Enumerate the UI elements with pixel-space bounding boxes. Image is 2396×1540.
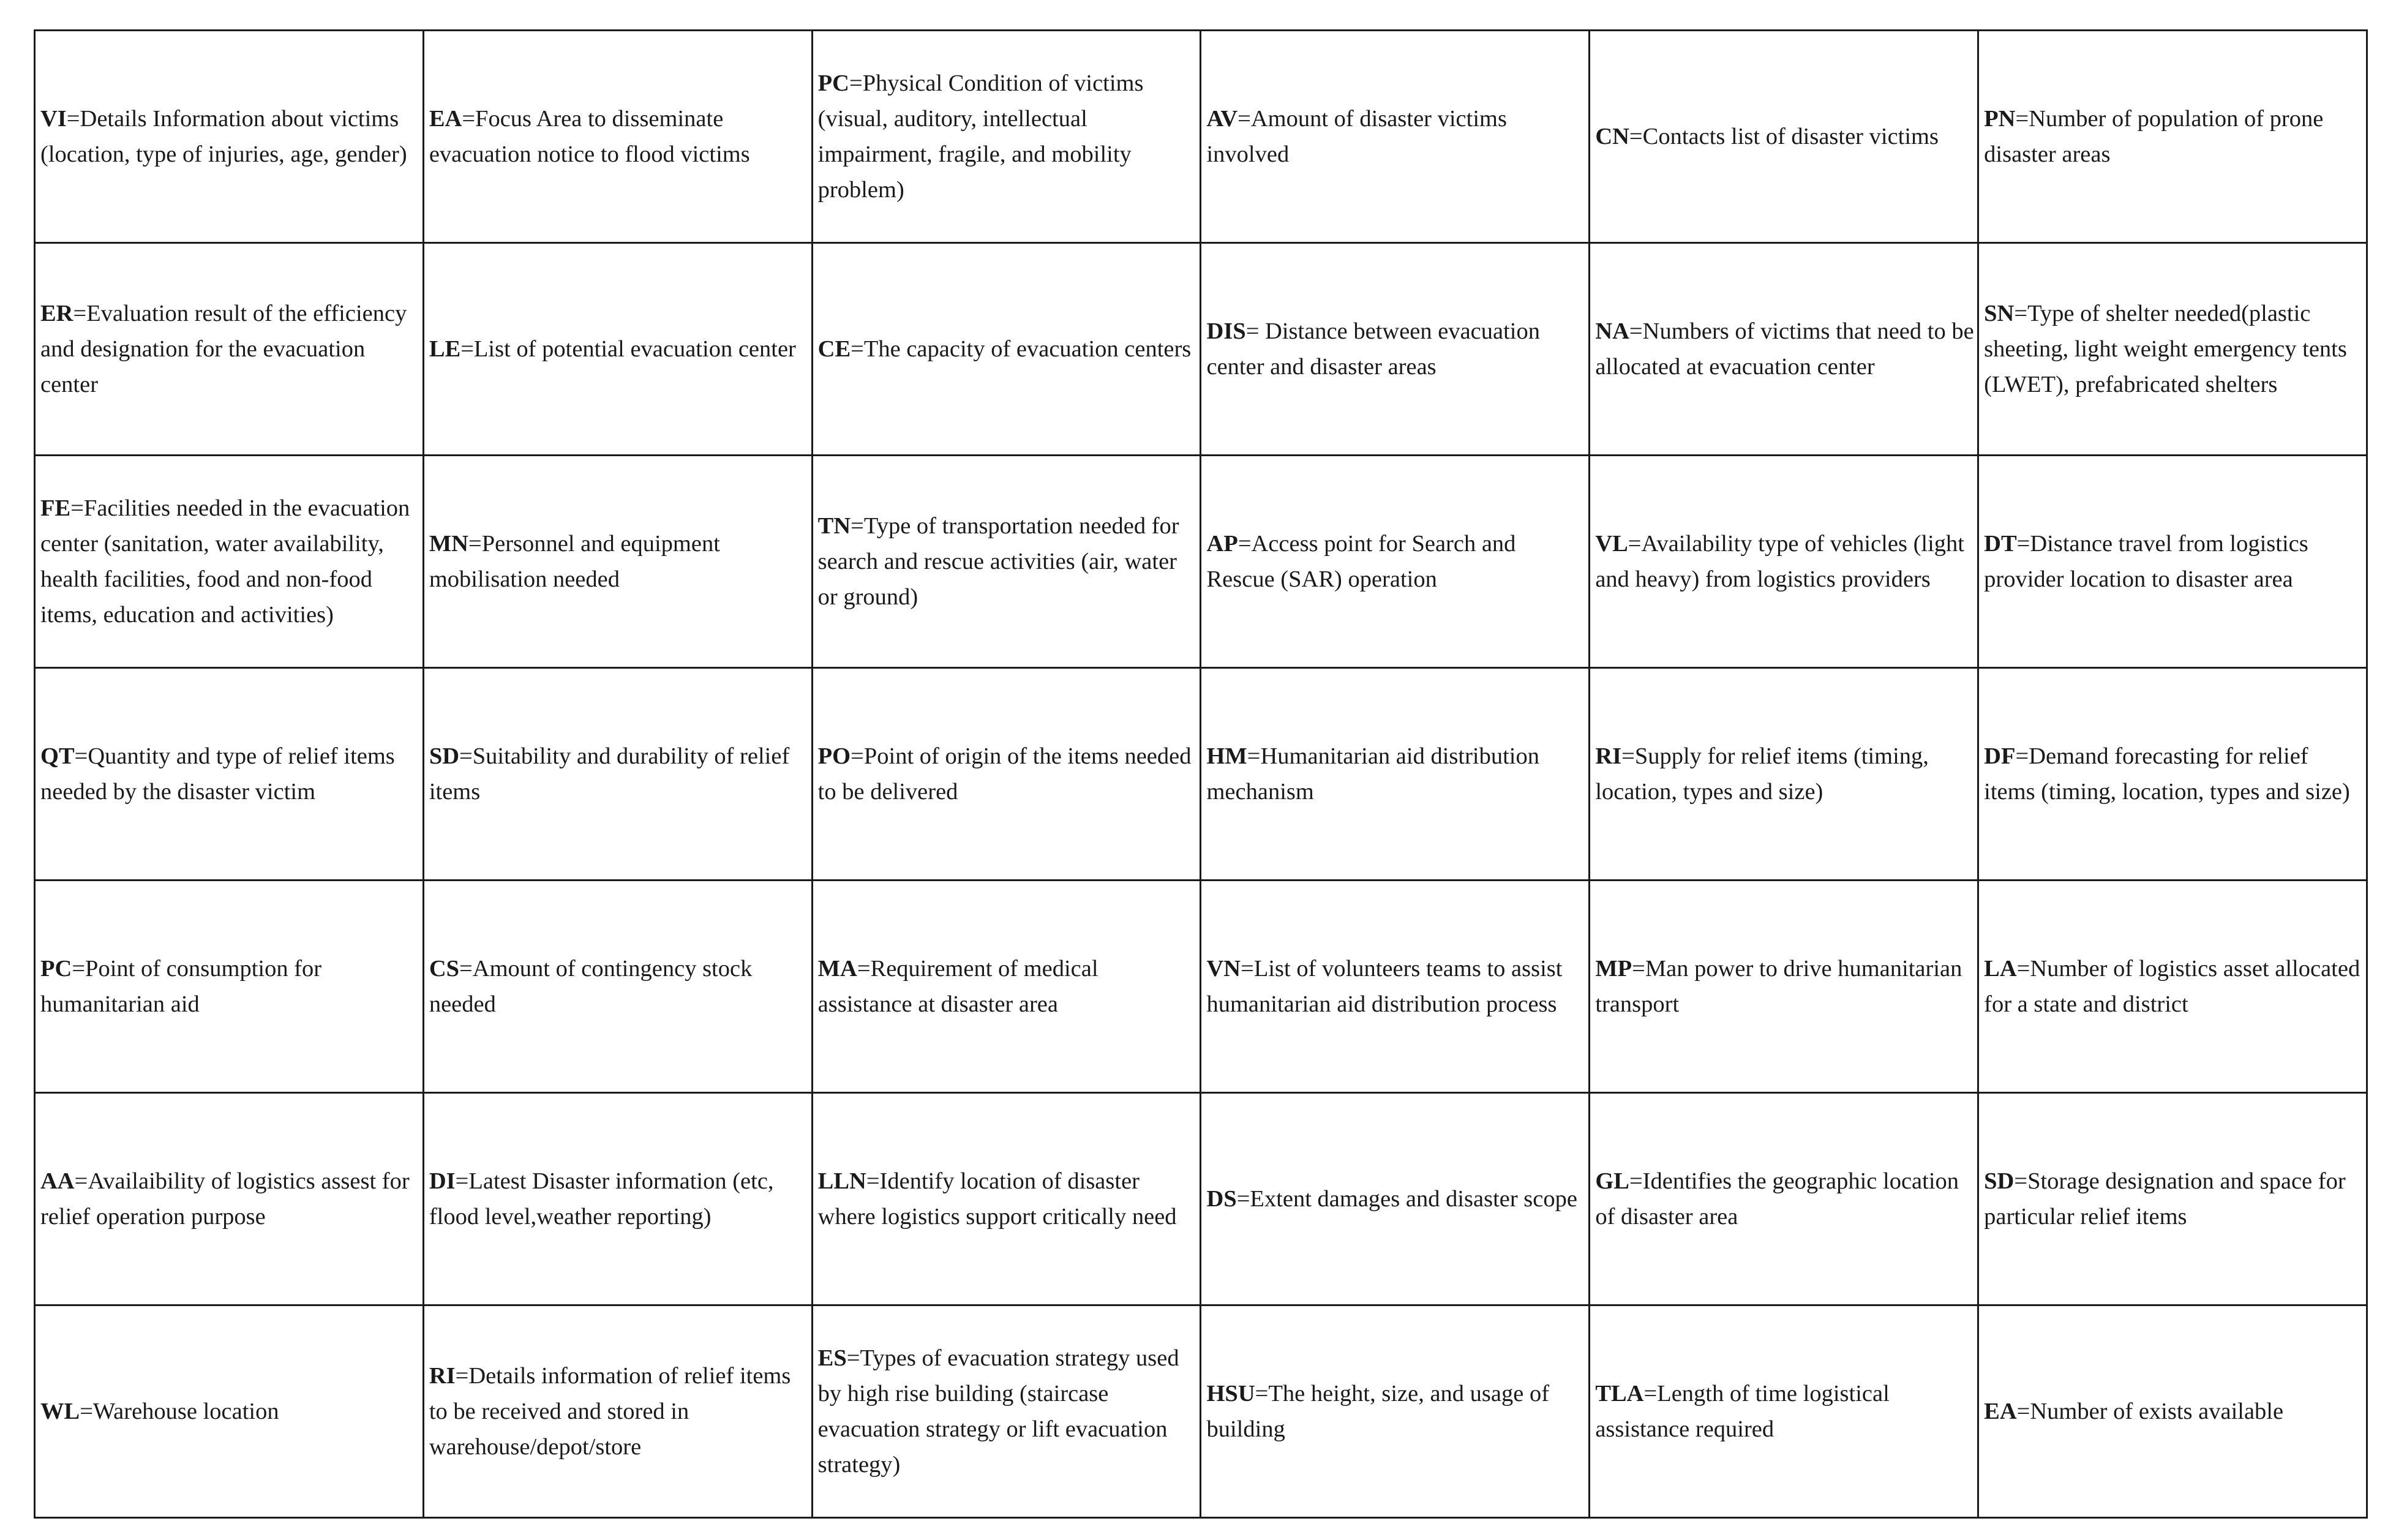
cell-separator: =: [1245, 318, 1260, 344]
cell-separator: =: [851, 513, 864, 539]
table-row: [35, 668, 2367, 881]
cell-separator: =: [2015, 106, 2029, 132]
cell-code: ES: [817, 1345, 847, 1371]
cell-description: Identifies the geographic location of disaster area: [1595, 1168, 1959, 1230]
cell-separator: =: [2016, 531, 2030, 557]
cell-description: Demand forecasting for relief items (timing, location, types and size): [1984, 743, 2350, 805]
cell-code: CE: [817, 336, 851, 362]
table-cell: [1201, 243, 1590, 456]
cell-code: LE: [429, 336, 461, 362]
table-cell: [35, 1093, 424, 1305]
cell-description: Focus Area to disseminate evacuation notice to flood victims: [429, 106, 750, 167]
cell-code: AA: [40, 1168, 75, 1194]
cell-separator: =: [459, 956, 473, 982]
cell-code: CS: [429, 956, 460, 982]
cell-code: SD: [1984, 1168, 2015, 1194]
table-cell: [1201, 31, 1590, 243]
cell-separator: =: [851, 336, 864, 362]
cell-separator: =: [1629, 1168, 1643, 1194]
cell-separator: =: [462, 106, 476, 132]
cell-separator: =: [80, 1399, 93, 1424]
table-row: [35, 1305, 2367, 1518]
cell-description: The capacity of evacuation centers: [863, 336, 1192, 362]
cell-separator: =: [72, 956, 86, 982]
cell-code: GL: [1595, 1168, 1629, 1194]
table-row: [35, 1093, 2367, 1305]
table-cell: [35, 881, 424, 1093]
cell-description: Distance between evacuation center and disaster areas: [1206, 318, 1540, 380]
cell-description: Contacts list of disaster victims: [1642, 124, 1939, 149]
table-cell: [1978, 881, 2367, 1093]
cell-code: VN: [1206, 956, 1241, 982]
table-cell: [35, 1305, 424, 1518]
cell-description: Storage designation and space for particular relief items: [1984, 1168, 2346, 1230]
table-cell: [812, 456, 1201, 668]
table-cell: [1978, 31, 2367, 243]
cell-separator: =: [455, 1168, 469, 1194]
table-cell: [423, 881, 812, 1093]
cell-separator: =: [1255, 1381, 1269, 1407]
cell-description: Length of time logistical assistance required: [1595, 1381, 1890, 1442]
table-cell: [35, 243, 424, 456]
cell-description: Man power to drive humanitarian transport: [1595, 956, 1962, 1017]
table-cell: [1201, 456, 1590, 668]
abbreviation-table-body: [35, 31, 2367, 1518]
cell-separator: =: [74, 743, 88, 769]
cell-separator: =: [1236, 1186, 1250, 1212]
table-cell: [1201, 668, 1590, 881]
cell-separator: =: [857, 956, 871, 982]
cell-description: Physical Condition of victims (visual, auditory, intellectual impairment, fragile, and mobility problem): [817, 70, 1144, 203]
table-cell: [1590, 1093, 1978, 1305]
table-row: [35, 881, 2367, 1093]
table-cell: [423, 668, 812, 881]
cell-description: Point of consumption for humanitarian aid: [40, 956, 322, 1017]
table-cell: [812, 1305, 1201, 1518]
cell-code: PC: [40, 956, 72, 982]
cell-code: NA: [1595, 318, 1629, 344]
cell-description: Supply for relief items (timing, location, types and size): [1595, 743, 1929, 805]
cell-code: DI: [429, 1168, 456, 1194]
table-cell: [1590, 456, 1978, 668]
cell-code: FE: [40, 495, 71, 521]
cell-separator: =: [74, 1168, 88, 1194]
cell-code: PN: [1984, 106, 2016, 132]
table-cell: [1201, 881, 1590, 1093]
table-cell: [423, 31, 812, 243]
cell-description: Humanitarian aid distribution mechanism: [1206, 743, 1539, 805]
cell-description: Amount of contingency stock needed: [429, 956, 753, 1017]
cell-code: QT: [40, 743, 75, 769]
cell-code: CN: [1595, 124, 1629, 149]
cell-code: HM: [1206, 743, 1247, 769]
cell-description: List of potential evacuation center: [473, 336, 796, 362]
table-cell: [1978, 1305, 2367, 1518]
cell-code: MA: [817, 956, 857, 982]
cell-separator: =: [851, 743, 864, 769]
table-row: [35, 456, 2367, 668]
cell-separator: =: [1247, 743, 1261, 769]
cell-separator: =: [866, 1168, 880, 1194]
cell-description: Availaibility of logistics assest for relief operation purpose: [40, 1168, 410, 1230]
cell-code: ER: [40, 301, 73, 326]
cell-code: SD: [429, 743, 460, 769]
cell-code: RI: [1595, 743, 1622, 769]
cell-description: Type of transportation needed for search and rescue activities (air, water or ground): [817, 513, 1179, 610]
cell-separator: =: [846, 1345, 860, 1371]
abbreviation-table: [34, 29, 2368, 1519]
cell-code: TN: [817, 513, 851, 539]
cell-code: WL: [40, 1399, 80, 1424]
cell-code: AP: [1206, 531, 1238, 557]
cell-separator: =: [1629, 318, 1643, 344]
cell-description: Evaluation result of the efficiency and designation for the evacuation center: [40, 301, 407, 397]
cell-code: DIS: [1206, 318, 1246, 344]
cell-code: MP: [1595, 956, 1632, 982]
cell-code: VI: [40, 106, 67, 132]
table-cell: [1590, 31, 1978, 243]
cell-description: Numbers of victims that need to be allocated at evacuation center: [1595, 318, 1974, 380]
cell-separator: =: [66, 106, 80, 132]
cell-description: Quantity and type of relief items needed by the disaster victim: [40, 743, 395, 805]
cell-description: Number of logistics asset allocated for a state and district: [1984, 956, 2360, 1017]
table-cell: [35, 668, 424, 881]
cell-separator: =: [849, 70, 863, 96]
table-cell: [1978, 456, 2367, 668]
cell-code: HSU: [1206, 1381, 1255, 1407]
cell-separator: =: [1629, 124, 1643, 149]
cell-description: Number of population of prone disaster areas: [1984, 106, 2324, 167]
cell-separator: =: [1241, 956, 1254, 982]
cell-description: Personnel and equipment mobilisation needed: [429, 531, 720, 592]
cell-code: MN: [429, 531, 468, 557]
cell-code: DT: [1984, 531, 2017, 557]
cell-description: Requirement of medical assistance at disaster area: [817, 956, 1098, 1017]
cell-description: Distance travel from logistics provider location to disaster area: [1984, 531, 2308, 592]
cell-description: Warehouse location: [92, 1399, 279, 1424]
cell-separator: =: [468, 531, 482, 557]
cell-description: Extent damages and disaster scope: [1250, 1186, 1577, 1212]
cell-description: Details information of relief items to be received and stored in warehouse/depot/store: [429, 1363, 791, 1460]
cell-separator: =: [2015, 743, 2029, 769]
cell-description: Access point for Search and Rescue (SAR) operation: [1206, 531, 1516, 592]
cell-separator: =: [1237, 106, 1251, 132]
cell-description: Details Information about victims (location, type of injuries, age, gender): [40, 106, 407, 167]
cell-description: Availability type of vehicles (light and heavy) from logistics providers: [1595, 531, 1964, 592]
table-cell: [1590, 243, 1978, 456]
cell-description: Latest Disaster information (etc, flood level,weather reporting): [429, 1168, 774, 1230]
cell-code: DS: [1206, 1186, 1237, 1212]
cell-separator: =: [2014, 1168, 2028, 1194]
cell-code: VL: [1595, 531, 1628, 557]
cell-description: List of volunteers teams to assist humanitarian aid distribution process: [1206, 956, 1563, 1017]
cell-description: Amount of disaster victims involved: [1206, 106, 1507, 167]
table-cell: [1590, 668, 1978, 881]
cell-code: EA: [429, 106, 462, 132]
cell-description: Identify location of disaster where logistics support critically need: [817, 1168, 1177, 1230]
table-cell: [1978, 243, 2367, 456]
table-cell: [35, 31, 424, 243]
cell-code: EA: [1984, 1399, 2017, 1424]
cell-separator: =: [73, 301, 87, 326]
cell-separator: =: [459, 743, 473, 769]
cell-code: SN: [1984, 301, 2015, 326]
cell-separator: =: [1643, 1381, 1658, 1407]
cell-code: LA: [1984, 956, 2017, 982]
table-cell: [1201, 1093, 1590, 1305]
table-cell: [35, 456, 424, 668]
cell-separator: =: [2016, 1399, 2030, 1424]
cell-code: PC: [817, 70, 849, 96]
table-cell: [423, 243, 812, 456]
cell-description: Types of evacuation strategy used by high rise building (staircase evacuation strategy or lift evacuation strategy): [817, 1345, 1179, 1478]
table-cell: [812, 1093, 1201, 1305]
cell-description: Facilities needed in the evacuation center (sanitation, water availability, health facilities, food and non-food items, education and activities): [40, 495, 410, 628]
cell-separator: =: [1632, 956, 1645, 982]
cell-description: Type of shelter needed(plastic sheeting, light weight emergency tents (LWET), prefabricated shelters: [1984, 301, 2347, 397]
cell-separator: =: [460, 336, 474, 362]
table-cell: [812, 243, 1201, 456]
table-cell: [812, 31, 1201, 243]
table-cell: [1978, 1093, 2367, 1305]
table-cell: [423, 456, 812, 668]
table-cell: [1201, 1305, 1590, 1518]
cell-separator: =: [455, 1363, 469, 1389]
cell-separator: =: [1237, 531, 1252, 557]
cell-code: DF: [1984, 743, 2016, 769]
table-row: [35, 31, 2367, 243]
cell-code: PO: [817, 743, 851, 769]
table-cell: [1590, 1305, 1978, 1518]
cell-code: TLA: [1595, 1381, 1644, 1407]
table-cell: [423, 1093, 812, 1305]
table-cell: [1978, 668, 2367, 881]
cell-separator: =: [70, 495, 84, 521]
cell-description: The height, size, and usage of building: [1206, 1381, 1550, 1442]
cell-description: Point of origin of the items needed to be delivered: [817, 743, 1192, 805]
cell-separator: =: [2014, 301, 2028, 326]
table-cell: [812, 881, 1201, 1093]
table-cell: [812, 668, 1201, 881]
cell-code: RI: [429, 1363, 456, 1389]
table-row: [35, 243, 2367, 456]
cell-code: AV: [1206, 106, 1238, 132]
cell-separator: =: [1628, 531, 1642, 557]
cell-description: Number of exists available: [2030, 1399, 2284, 1424]
cell-separator: =: [1621, 743, 1635, 769]
cell-description: Suitability and durability of relief items: [429, 743, 790, 805]
cell-code: LLN: [817, 1168, 866, 1194]
cell-separator: =: [2016, 956, 2030, 982]
table-cell: [423, 1305, 812, 1518]
table-cell: [1590, 881, 1978, 1093]
